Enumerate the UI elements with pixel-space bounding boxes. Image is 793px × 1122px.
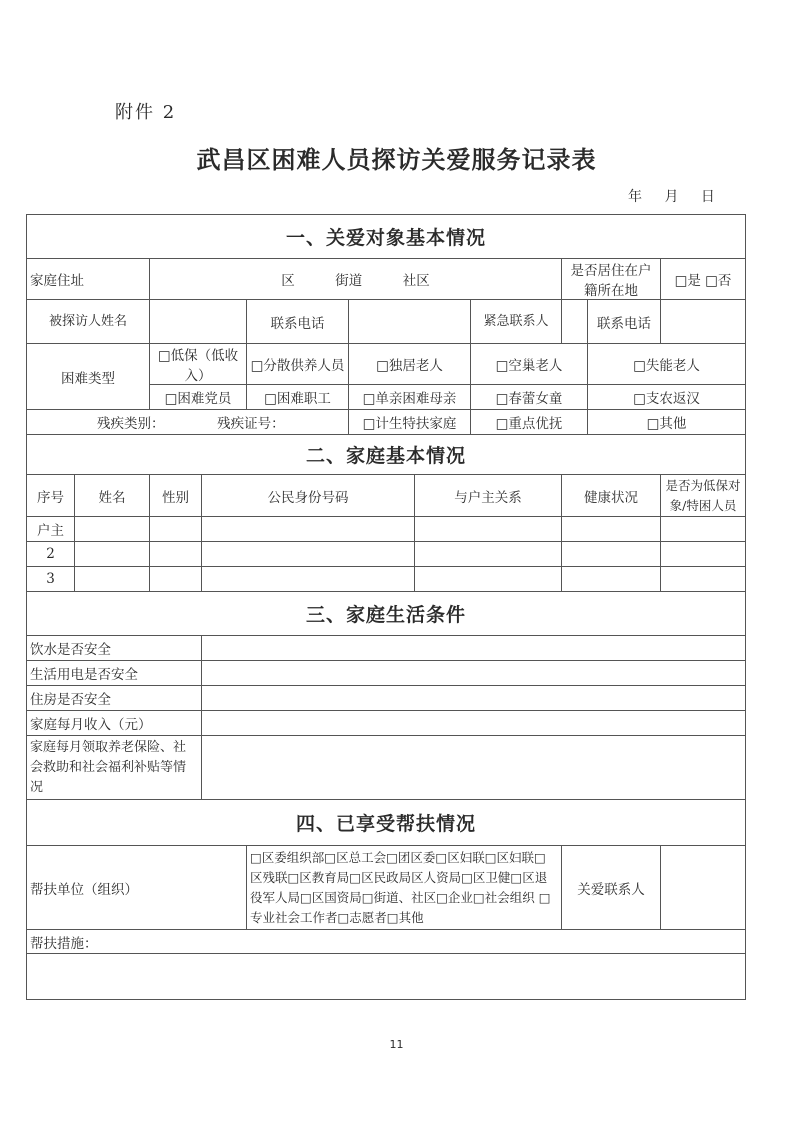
disability-category-label: 残疾类别：	[97, 416, 165, 432]
visitee-name-label: 被探访人姓名	[27, 300, 150, 344]
col-header: 序号	[27, 475, 75, 517]
condition-label: 生活用电是否安全	[27, 661, 202, 686]
row-label: 户主	[27, 517, 75, 542]
difficulty-option[interactable]: □分散供养人员	[247, 344, 349, 385]
difficulty-option[interactable]: □空巢老人	[471, 344, 588, 385]
residence-options[interactable]: □是 □否	[661, 259, 746, 300]
phone-field-2[interactable]	[661, 300, 746, 344]
table-cell[interactable]	[562, 517, 661, 542]
condition-field[interactable]	[202, 736, 746, 800]
section4-title: 四、已享受帮扶情况	[27, 800, 746, 846]
section1-title: 一、关爱对象基本情况	[27, 215, 746, 259]
help-unit-options[interactable]: □区委组织部□区总工会□团区委□区妇联□区妇联□区残联□区教育局□区民政局区人资局□区卫健□区退役军人局□区国资局□街道、社区□企业□社会组织 □专业社会工作者□志愿者□其他	[247, 846, 562, 930]
table-cell[interactable]	[202, 542, 415, 567]
date-day: 日	[700, 189, 715, 205]
date-year: 年	[628, 189, 642, 205]
condition-field[interactable]	[202, 711, 746, 736]
record-form-table	[26, 214, 746, 1000]
condition-field[interactable]	[202, 636, 746, 661]
form-title: 武昌区困难人员探访关爱服务记录表	[196, 145, 597, 174]
address-label: 家庭住址	[27, 259, 150, 300]
difficulty-option[interactable]: □独居老人	[349, 344, 471, 385]
difficulty-option[interactable]: □困难党员	[150, 385, 247, 410]
table-cell[interactable]	[661, 517, 746, 542]
col-header: 健康状况	[562, 475, 661, 517]
visitee-name-field[interactable]	[150, 300, 247, 344]
difficulty-option[interactable]: □重点优抚	[471, 410, 588, 435]
difficulty-option[interactable]: □低保（低收入）	[150, 344, 247, 385]
condition-label: 饮水是否安全	[27, 636, 202, 661]
table-cell[interactable]	[562, 542, 661, 567]
condition-field[interactable]	[202, 686, 746, 711]
care-contact-field[interactable]	[661, 846, 746, 930]
col-header: 公民身份号码	[202, 475, 415, 517]
table-cell[interactable]	[75, 567, 150, 592]
table-cell[interactable]	[150, 567, 202, 592]
help-measures-label: 帮扶措施：	[27, 930, 746, 954]
difficulty-option[interactable]: □单亲困难母亲	[349, 385, 471, 410]
difficulty-option[interactable]: □春蕾女童	[471, 385, 588, 410]
care-contact-label: 关爱联系人	[562, 846, 661, 930]
address-field[interactable]: 区 街道 社区	[150, 259, 562, 300]
section3-title: 三、家庭生活条件	[27, 592, 746, 636]
table-cell[interactable]	[75, 542, 150, 567]
residence-question: 是否居住在户籍所在地	[562, 259, 661, 300]
table-cell[interactable]	[661, 542, 746, 567]
col-header: 性别	[150, 475, 202, 517]
section2-title: 二、家庭基本情况	[27, 435, 746, 475]
emergency-contact-label: 紧急联系人	[471, 300, 562, 344]
table-cell[interactable]	[415, 542, 562, 567]
col-header: 是否为低保对象/特困人员	[661, 475, 746, 517]
disability-cert-label: 残疾证号：	[217, 416, 285, 432]
phone-label-2: 联系电话	[588, 300, 661, 344]
date-month: 月	[664, 189, 679, 205]
phone-field[interactable]	[349, 300, 471, 344]
row-label: 3	[27, 567, 75, 592]
attachment-label: 附件 2	[115, 102, 177, 123]
condition-field[interactable]	[202, 661, 746, 686]
table-cell[interactable]	[562, 567, 661, 592]
help-unit-label: 帮扶单位（组织）	[27, 846, 247, 930]
condition-label: 住房是否安全	[27, 686, 202, 711]
page-number: 11	[389, 1038, 404, 1051]
col-header: 与户主关系	[415, 475, 562, 517]
emergency-contact-field[interactable]	[562, 300, 588, 344]
condition-label: 家庭每月领取养老保险、社会救助和社会福利补贴等情况	[27, 736, 202, 800]
difficulty-option[interactable]: □其他	[588, 410, 746, 435]
table-cell[interactable]	[75, 517, 150, 542]
table-cell[interactable]	[415, 517, 562, 542]
difficulty-option[interactable]: □计生特扶家庭	[349, 410, 471, 435]
condition-label: 家庭每月收入（元）	[27, 711, 202, 736]
table-cell[interactable]	[415, 567, 562, 592]
difficulty-type-label: 困难类型	[27, 344, 150, 410]
table-cell[interactable]	[150, 542, 202, 567]
difficulty-option[interactable]: □失能老人	[588, 344, 746, 385]
row-label: 2	[27, 542, 75, 567]
phone-label: 联系电话	[247, 300, 349, 344]
help-measures-field[interactable]	[27, 954, 746, 1000]
date-line	[628, 186, 733, 206]
difficulty-option[interactable]: □困难职工	[247, 385, 349, 410]
difficulty-option[interactable]: □支农返汉	[588, 385, 746, 410]
disability-info[interactable]	[27, 410, 349, 435]
table-cell[interactable]	[150, 517, 202, 542]
table-cell[interactable]	[661, 567, 746, 592]
table-cell[interactable]	[202, 567, 415, 592]
col-header: 姓名	[75, 475, 150, 517]
table-cell[interactable]	[202, 517, 415, 542]
